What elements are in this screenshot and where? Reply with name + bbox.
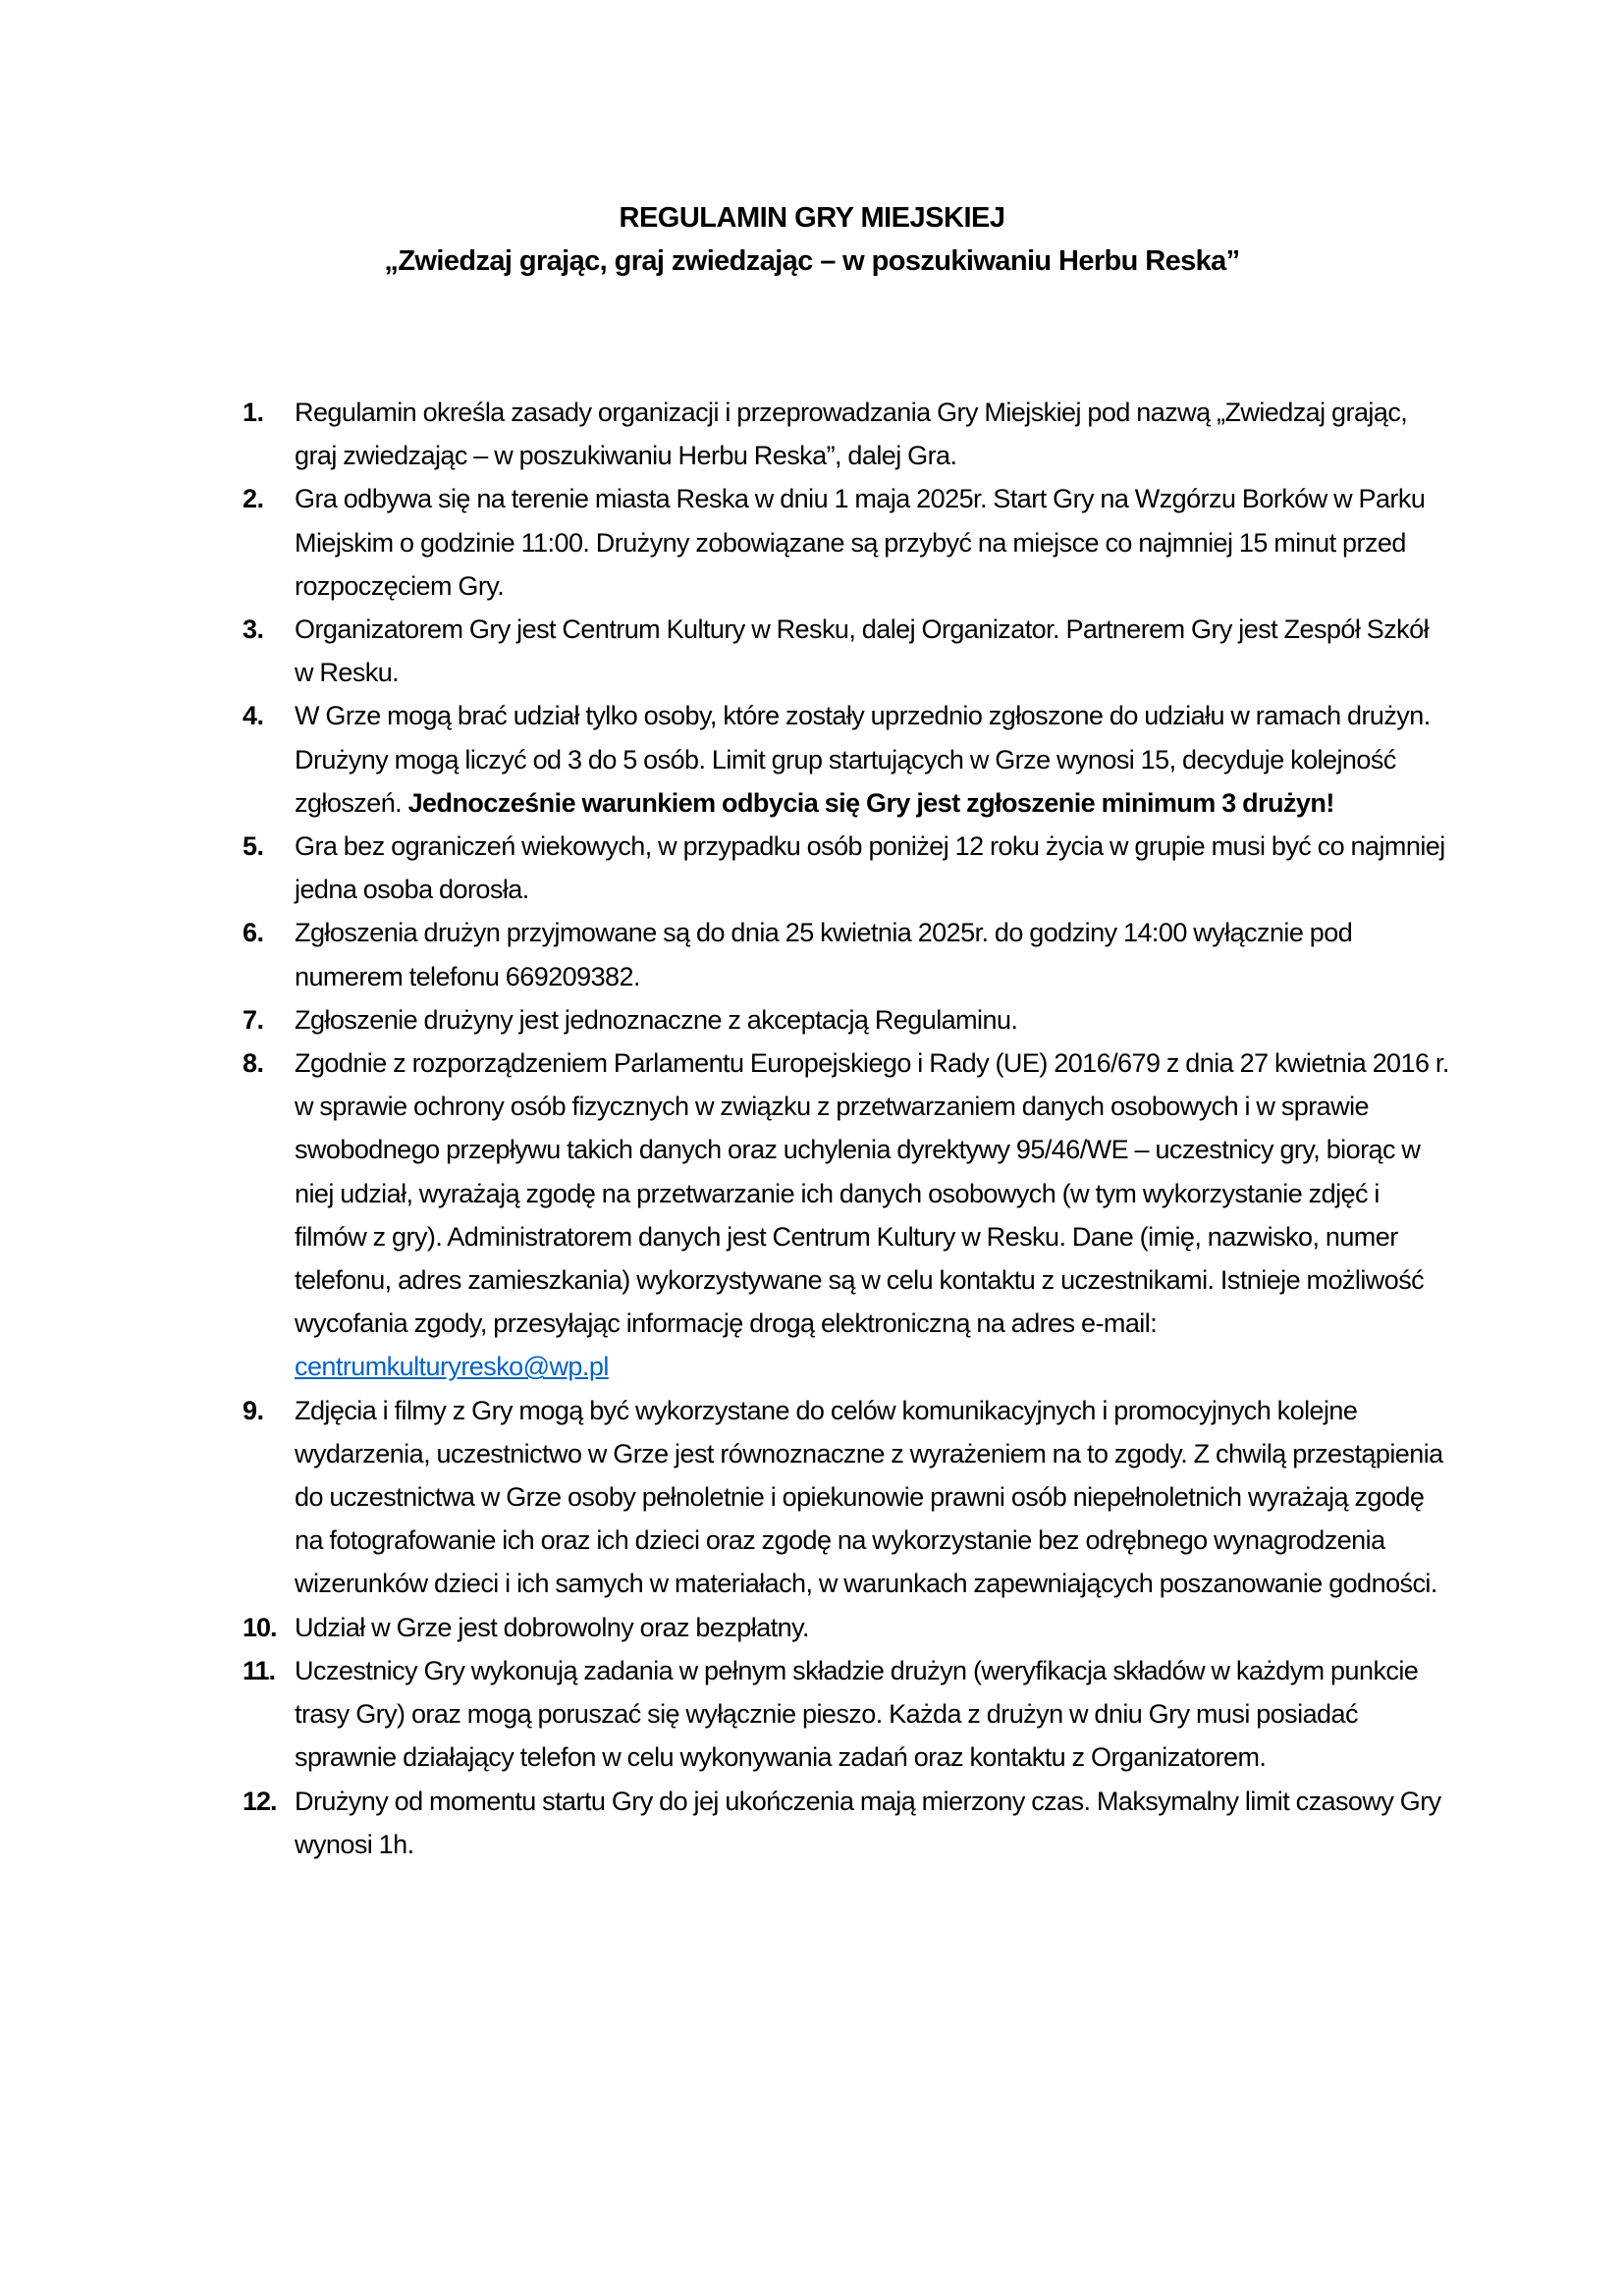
rule-text: Udział w Grze jest dobrowolny oraz bezpłatny. bbox=[295, 1612, 809, 1642]
rule-number: 5. bbox=[243, 831, 264, 862]
rule-text: Uczestnicy Gry wykonują zadania w pełnym składzie drużyn (weryfikacja składów w każdym punkcie trasy Gry) oraz mogą poruszać się wyłącznie pieszo. Każda z drużyn w dniu Gry musi posiadać sprawnie działający telefon w celu wykonywania zadań oraz kontaktu z Organizatorem. bbox=[295, 1655, 1419, 1773]
rule-number: 2. bbox=[243, 484, 264, 514]
rule-text: Drużyny od momentu startu Gry do jej ukończenia mają mierzony czas. Maksymalny limit czasowy Gry wynosi 1h. bbox=[295, 1786, 1441, 1859]
rules-list bbox=[243, 391, 1450, 1866]
rule-item-11 bbox=[243, 1649, 1450, 1780]
rule-text: Zdjęcia i filmy z Gry mogą być wykorzystane do celów komunikacyjnych i promocyjnych kolejne wydarzenia, uczestnictwo w Grze jest równoznaczne z wyrażeniem na to zgody. Z chwilą przestąpienia do uczestnictwa w Grze osoby pełnoletnie i opiekunowie prawni osób niepełnoletnich wyrażają zgodę na fotografowanie ich oraz ich dzieci oraz zgodę na wykorzystanie bez odrębnego wynagrodzenia wizerunków dzieci i ich samych w materiałach, w warunkach zapewniających poszanowanie godności. bbox=[295, 1395, 1443, 1599]
rule-number: 3. bbox=[243, 614, 264, 645]
rule-item-4 bbox=[243, 694, 1450, 825]
rule-text: Organizatorem Gry jest Centrum Kultury w Resku, dalej Organizator. Partnerem Gry jest Zespół Szkół w Resku. bbox=[295, 614, 1430, 688]
rule-text: Regulamin określa zasady organizacji i przeprowadzania Gry Miejskiej pod nazwą „Zwiedzaj grając, graj zwiedzając – w poszukiwaniu Herbu Reska”, dalej Gra. bbox=[295, 398, 1408, 471]
rule-item-12 bbox=[243, 1780, 1450, 1866]
rule-number: 11. bbox=[243, 1655, 276, 1685]
rule-text: Gra bez ograniczeń wiekowych, w przypadku osób poniżej 12 roku życia w grupie musi być co najmniej jedna osoba dorosła. bbox=[295, 831, 1445, 905]
rule-number: 8. bbox=[243, 1048, 264, 1079]
rule-text-regular: Zgodnie z rozporządzeniem Parlamentu Europejskiego i Rady (UE) 2016/679 z dnia 27 kwietnia 2016 r. w sprawie ochrony osób fizycznych w związku z przetwarzaniem danych osobowych i w sprawie swobodnego przepływu takich danych oraz uchylenia dyrektywy 95/46/WE – uczestnicy gry, biorąc w niej udział, wyrażają zgodę na przetwarzanie ich danych osobowych (w tym wykorzystanie zdjęć i filmów z gry). Administratorem danych jest Centrum Kultury w Resku. Dane (imię, nazwisko, numer telefonu, adres zamieszkania) wykorzystywane są w celu kontaktu z uczestnikami. Istnieje możliwość wycofania zgody, przesyłając informację drogą elektroniczną na adres e-mail: bbox=[295, 1048, 1449, 1339]
title-block bbox=[0, 196, 1624, 283]
rule-number: 7. bbox=[243, 1004, 264, 1035]
email-link[interactable]: centrumkulturyresko@wp.pl bbox=[295, 1352, 609, 1382]
rule-item-5 bbox=[243, 825, 1450, 911]
rule-item-2 bbox=[243, 477, 1450, 608]
rule-number: 9. bbox=[243, 1395, 264, 1425]
document-subtitle: „Zwiedzaj grając, graj zwiedzając – w poszukiwaniu Herbu Reska” bbox=[384, 245, 1240, 277]
rule-text-bold-emphasis: Jednocześnie warunkiem odbycia się Gry jest zgłoszenie minimum 3 drużyn! bbox=[407, 787, 1334, 818]
rule-item-1 bbox=[243, 391, 1450, 477]
rule-number: 12. bbox=[243, 1786, 277, 1816]
rule-text-regular: W Grze mogą brać udział tylko osoby, które zostały uprzednio zgłoszone do udziału w ramach drużyn. Drużyny mogą liczyć od 3 do 5 osób. Limit grup startujących w Grze wynosi 15, decyduje kolejność zgłoszeń. bbox=[295, 701, 1431, 818]
rule-number: 4. bbox=[243, 701, 264, 731]
rule-text: Gra odbywa się na terenie miasta Reska w dniu 1 maja 2025r. Start Gry na Wzgórzu Borków w Parku Miejskim o godzinie 11:00. Drużyny zobowiązane są przybyć na miejsce co najmniej 15 minut przed rozpoczęciem Gry. bbox=[295, 484, 1426, 601]
rule-text bbox=[295, 701, 1431, 817]
rule-number: 10. bbox=[243, 1612, 277, 1642]
rule-text bbox=[295, 1048, 1449, 1381]
rule-number: 6. bbox=[243, 918, 264, 948]
document-title: REGULAMIN GRY MIEJSKIEJ bbox=[619, 202, 1005, 234]
rule-number: 1. bbox=[243, 398, 264, 427]
rule-text: Zgłoszenie drużyny jest jednoznaczne z akceptacją Regulaminu. bbox=[295, 1004, 1018, 1035]
rule-item-8 bbox=[243, 1041, 1450, 1389]
rule-item-10 bbox=[243, 1606, 1450, 1649]
rule-item-9 bbox=[243, 1389, 1450, 1606]
rule-item-6 bbox=[243, 911, 1450, 997]
rule-item-3 bbox=[243, 608, 1450, 694]
rule-text: Zgłoszenia drużyn przyjmowane są do dnia 25 kwietnia 2025r. do godziny 14:00 wyłącznie pod numerem telefonu 669209382. bbox=[295, 918, 1353, 991]
rule-item-7 bbox=[243, 998, 1450, 1041]
